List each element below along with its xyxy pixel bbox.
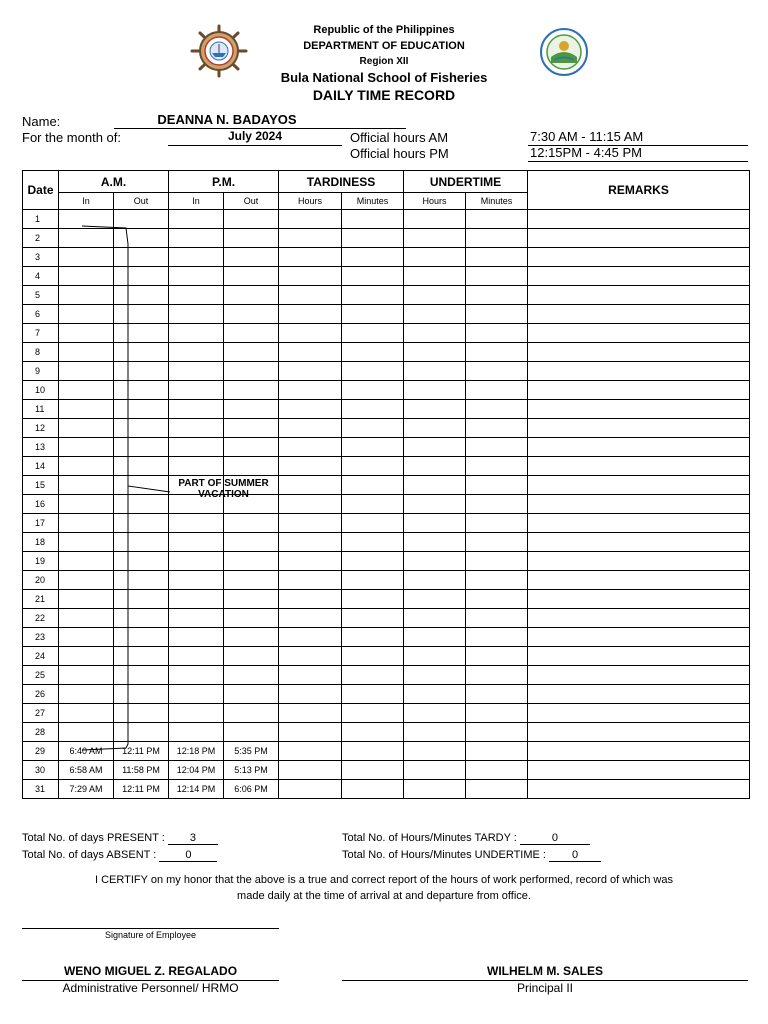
time-pm-out [224, 248, 279, 267]
under-hours-cell [404, 457, 466, 476]
under-minutes-cell [466, 400, 528, 419]
day-number: 21 [23, 590, 59, 609]
remarks-cell [528, 286, 750, 305]
certify-line-1: I CERTIFY on my honor that the above is a true and correct report of the hours of work performed, record of which was [95, 874, 673, 886]
day-number: 23 [23, 628, 59, 647]
tardy-hours-cell [279, 438, 342, 457]
under-minutes-cell [466, 267, 528, 286]
tardy-minutes-cell [342, 267, 404, 286]
under-minutes-cell [466, 286, 528, 305]
official-pm-label: Official hours PM [350, 146, 449, 161]
under-hours-cell [404, 495, 466, 514]
under-minutes-cell [466, 647, 528, 666]
under-hours-cell [404, 685, 466, 704]
day-number: 19 [23, 552, 59, 571]
principal-name: WILHELM M. SALES [487, 964, 603, 978]
tardy-minutes-cell [342, 419, 404, 438]
time-pm-out [224, 457, 279, 476]
time-am-out: 12:11 PM [114, 742, 169, 761]
time-pm-in: 12:04 PM [169, 761, 224, 780]
tardy-minutes-cell [342, 495, 404, 514]
remarks-cell [528, 495, 750, 514]
tardy-hours-cell [279, 248, 342, 267]
day-number: 18 [23, 533, 59, 552]
remarks-cell [528, 571, 750, 590]
tardy-minutes-cell [342, 229, 404, 248]
hrmo-name: WENO MIGUEL Z. REGALADO [63, 964, 238, 978]
tardy-minutes-cell [342, 761, 404, 780]
remarks-cell [528, 552, 750, 571]
tardy-hours-cell [279, 381, 342, 400]
time-pm-out [224, 666, 279, 685]
undertime-label: Total No. of Hours/Minutes UNDERTIME : [342, 849, 546, 861]
remarks-cell [528, 400, 750, 419]
pm-out-header: Out [224, 193, 279, 210]
under-minutes-cell [466, 761, 528, 780]
under-hours-cell [404, 780, 466, 799]
under-hours-cell [404, 647, 466, 666]
day-number: 22 [23, 609, 59, 628]
date-header: Date [23, 171, 59, 210]
tardy-hours-cell [279, 229, 342, 248]
tardy-minutes-cell [342, 590, 404, 609]
under-minutes-cell [466, 742, 528, 761]
day-number: 31 [23, 780, 59, 799]
remarks-header: REMARKS [528, 171, 750, 210]
time-pm-out [224, 552, 279, 571]
present-value: 3 [168, 832, 218, 845]
pm-underline [528, 161, 748, 162]
tardy-minutes-cell [342, 438, 404, 457]
time-pm-out [224, 571, 279, 590]
tardy-hours-cell [279, 343, 342, 362]
remarks-cell [528, 248, 750, 267]
school-name: Bula National School of Fisheries [280, 70, 488, 85]
under-hours-cell [404, 362, 466, 381]
under-minutes-cell [466, 685, 528, 704]
am-header: A.M. [59, 171, 169, 193]
tardy-hours-cell [279, 609, 342, 628]
remarks-cell [528, 685, 750, 704]
day-number: 4 [23, 267, 59, 286]
day-number: 11 [23, 400, 59, 419]
tardy-minutes-cell [342, 457, 404, 476]
day-number: 20 [23, 571, 59, 590]
day-number: 15 [23, 476, 59, 495]
remarks-cell [528, 723, 750, 742]
employee-name: DEANNA N. BADAYOS [157, 112, 297, 127]
tardy-minutes-cell [342, 723, 404, 742]
under-minutes-cell [466, 248, 528, 267]
tardy-hours-cell [279, 495, 342, 514]
under-minutes-cell [466, 419, 528, 438]
official-am-value: 7:30 AM - 11:15 AM [530, 129, 644, 144]
time-pm-in: 12:14 PM [169, 780, 224, 799]
remarks-cell [528, 343, 750, 362]
time-pm-out [224, 400, 279, 419]
under-hours-cell [404, 514, 466, 533]
tardy-hours-cell [279, 761, 342, 780]
day-number: 8 [23, 343, 59, 362]
tardy-minutes-cell [342, 609, 404, 628]
under-hours-cell [404, 305, 466, 324]
tardy-minutes-cell [342, 343, 404, 362]
month-label: For the month of: [22, 130, 121, 145]
day-number: 25 [23, 666, 59, 685]
day-number: 12 [23, 419, 59, 438]
under-minutes-cell [466, 666, 528, 685]
under-hours-cell [404, 210, 466, 229]
tardy-minutes-cell [342, 552, 404, 571]
republic-text: Republic of the Philippines [313, 24, 455, 36]
under-hours-cell [404, 704, 466, 723]
day-number: 24 [23, 647, 59, 666]
pm-in-header: In [169, 193, 224, 210]
tardy-hours-cell [279, 647, 342, 666]
employee-signature-line [22, 928, 279, 929]
tardy-hours-cell [279, 400, 342, 419]
day-number: 27 [23, 704, 59, 723]
time-pm-out [224, 286, 279, 305]
remarks-cell [528, 761, 750, 780]
certify-line-2: made daily at the time of arrival at and departure from office. [237, 890, 531, 902]
tardy-hours-cell [279, 666, 342, 685]
remarks-cell [528, 704, 750, 723]
under-minutes-cell [466, 362, 528, 381]
under-hours-cell [404, 571, 466, 590]
day-number: 30 [23, 761, 59, 780]
under-hours-cell [404, 286, 466, 305]
day-number: 17 [23, 514, 59, 533]
day-number: 26 [23, 685, 59, 704]
remarks-cell [528, 780, 750, 799]
tardy-hours-cell [279, 742, 342, 761]
under-hours-cell [404, 324, 466, 343]
day-number: 2 [23, 229, 59, 248]
present-label: Total No. of days PRESENT : [22, 832, 165, 844]
table-row [23, 761, 750, 780]
undertime-value: 0 [549, 849, 601, 862]
time-pm-out [224, 324, 279, 343]
tardy-hours-cell [279, 476, 342, 495]
official-am-label: Official hours AM [350, 130, 449, 145]
time-pm-out: 5:35 PM [224, 742, 279, 761]
tardy-hours-cell [279, 457, 342, 476]
under-minutes-cell [466, 324, 528, 343]
day-number: 10 [23, 381, 59, 400]
under-hours-cell [404, 400, 466, 419]
tardy-minutes-cell [342, 514, 404, 533]
tardy-minutes-cell [342, 647, 404, 666]
under-hours-cell [404, 742, 466, 761]
under-hours-cell [404, 419, 466, 438]
tardy-minutes-cell [342, 305, 404, 324]
employee-signature-label: Signature of Employee [104, 930, 197, 940]
under-minutes-cell [466, 457, 528, 476]
tardy-minutes-cell [342, 704, 404, 723]
time-am-in: 7:29 AM [59, 780, 114, 799]
under-minutes-cell [466, 780, 528, 799]
tardy-minutes-cell [342, 248, 404, 267]
absent-value: 0 [159, 849, 217, 862]
time-pm-out: 5:13 PM [224, 761, 279, 780]
absent-total [22, 849, 217, 862]
page-title: DAILY TIME RECORD [312, 87, 456, 103]
remarks-cell [528, 419, 750, 438]
pm-header: P.M. [169, 171, 279, 193]
remarks-cell [528, 324, 750, 343]
summer-vacation-note: PART OF SUMMER VACATION [178, 478, 269, 500]
time-pm-out [224, 609, 279, 628]
remarks-cell [528, 210, 750, 229]
under-minutes-cell [466, 609, 528, 628]
remarks-cell [528, 267, 750, 286]
under-hours-cell [404, 533, 466, 552]
under-hours-cell [404, 552, 466, 571]
time-pm-in: 12:18 PM [169, 742, 224, 761]
under-minutes-cell [466, 552, 528, 571]
time-am-out: 12:11 PM [114, 780, 169, 799]
am-in-header: In [59, 193, 114, 210]
time-pm-out [224, 267, 279, 286]
tardy-minutes-header: Minutes [342, 193, 404, 210]
remarks-cell [528, 457, 750, 476]
tardy-hours-cell [279, 419, 342, 438]
time-pm-out [224, 362, 279, 381]
table-row [23, 780, 750, 799]
tardy-minutes-cell [342, 571, 404, 590]
undertime-header: UNDERTIME [404, 171, 528, 193]
tardy-hours-cell [279, 305, 342, 324]
remarks-cell [528, 609, 750, 628]
under-minutes-cell [466, 533, 528, 552]
hrmo-title: Administrative Personnel/ HRMO [62, 981, 239, 995]
month-underline [168, 145, 342, 146]
tardy-hours-cell [279, 571, 342, 590]
day-number: 28 [23, 723, 59, 742]
under-hours-cell [404, 381, 466, 400]
tardy-hours-header: Hours [279, 193, 342, 210]
time-pm-out [224, 514, 279, 533]
tardy-minutes-cell [342, 286, 404, 305]
under-hours-cell [404, 590, 466, 609]
tardy-hours-cell [279, 552, 342, 571]
time-am-in: 6:40 AM [59, 742, 114, 761]
time-pm-out [224, 628, 279, 647]
am-out-header: Out [114, 193, 169, 210]
time-pm-out: 6:06 PM [224, 780, 279, 799]
time-am-out: 11:58 PM [114, 761, 169, 780]
time-pm-out [224, 343, 279, 362]
under-minutes-cell [466, 381, 528, 400]
undertime-total [342, 849, 601, 862]
remarks-cell [528, 590, 750, 609]
tardy-hours-cell [279, 780, 342, 799]
day-number: 1 [23, 210, 59, 229]
under-hours-cell [404, 609, 466, 628]
remarks-cell [528, 438, 750, 457]
day-number: 9 [23, 362, 59, 381]
remarks-cell [528, 742, 750, 761]
under-minutes-cell [466, 590, 528, 609]
day-number: 13 [23, 438, 59, 457]
time-pm-out [224, 438, 279, 457]
time-pm-out [224, 533, 279, 552]
tardy-hours-cell [279, 723, 342, 742]
under-minutes-cell [466, 438, 528, 457]
remarks-cell [528, 514, 750, 533]
under-minutes-header: Minutes [466, 193, 528, 210]
tardy-hours-cell [279, 210, 342, 229]
tardy-minutes-cell [342, 780, 404, 799]
tardy-minutes-cell [342, 381, 404, 400]
under-minutes-cell [466, 571, 528, 590]
tardy-hours-cell [279, 590, 342, 609]
day-number: 6 [23, 305, 59, 324]
under-hours-cell [404, 761, 466, 780]
under-minutes-cell [466, 343, 528, 362]
tardy-hours-cell [279, 324, 342, 343]
day-number: 16 [23, 495, 59, 514]
tardy-minutes-cell [342, 685, 404, 704]
under-hours-cell [404, 343, 466, 362]
under-minutes-cell [466, 210, 528, 229]
under-minutes-cell [466, 476, 528, 495]
absent-label: Total No. of days ABSENT : [22, 849, 157, 861]
day-number: 3 [23, 248, 59, 267]
region-text: Region XII [359, 56, 409, 67]
tardy-label: Total No. of Hours/Minutes TARDY : [342, 832, 517, 844]
principal-title: Principal II [516, 981, 574, 995]
under-minutes-cell [466, 704, 528, 723]
tardy-hours-cell [279, 286, 342, 305]
time-pm-out [224, 210, 279, 229]
month-value: July 2024 [227, 129, 283, 143]
remarks-cell [528, 533, 750, 552]
day-number: 29 [23, 742, 59, 761]
tardy-value: 0 [520, 832, 590, 845]
tardy-hours-cell [279, 533, 342, 552]
remarks-cell [528, 229, 750, 248]
under-minutes-cell [466, 723, 528, 742]
summer-vacation-bracket [80, 224, 180, 754]
under-hours-cell [404, 628, 466, 647]
tardy-total [342, 832, 590, 845]
under-minutes-cell [466, 229, 528, 248]
tardy-hours-cell [279, 514, 342, 533]
time-pm-out [224, 704, 279, 723]
day-number: 14 [23, 457, 59, 476]
remarks-cell [528, 476, 750, 495]
remarks-cell [528, 305, 750, 324]
under-hours-cell [404, 438, 466, 457]
tardy-minutes-cell [342, 324, 404, 343]
under-minutes-cell [466, 628, 528, 647]
tardy-minutes-cell [342, 742, 404, 761]
time-pm-out [224, 305, 279, 324]
under-hours-cell [404, 666, 466, 685]
under-hours-cell [404, 476, 466, 495]
under-minutes-cell [466, 305, 528, 324]
tardy-minutes-cell [342, 362, 404, 381]
remarks-cell [528, 666, 750, 685]
under-hours-cell [404, 267, 466, 286]
under-hours-cell [404, 723, 466, 742]
time-pm-out [224, 229, 279, 248]
day-number: 7 [23, 324, 59, 343]
tardy-minutes-cell [342, 210, 404, 229]
name-label: Name: [22, 114, 61, 129]
remarks-cell [528, 381, 750, 400]
under-hours-header: Hours [404, 193, 466, 210]
time-am-in: 6:58 AM [59, 761, 114, 780]
tardy-hours-cell [279, 267, 342, 286]
time-pm-out [224, 419, 279, 438]
remarks-cell [528, 647, 750, 666]
tardy-hours-cell [279, 628, 342, 647]
remarks-cell [528, 628, 750, 647]
present-total [22, 832, 218, 845]
time-pm-out [224, 381, 279, 400]
under-hours-cell [404, 229, 466, 248]
tardy-hours-cell [279, 704, 342, 723]
under-hours-cell [404, 248, 466, 267]
tardy-minutes-cell [342, 476, 404, 495]
time-pm-out [224, 647, 279, 666]
remarks-cell [528, 362, 750, 381]
time-pm-out [224, 723, 279, 742]
tardy-minutes-cell [342, 400, 404, 419]
tardy-minutes-cell [342, 628, 404, 647]
tardy-hours-cell [279, 362, 342, 381]
tardy-minutes-cell [342, 666, 404, 685]
under-minutes-cell [466, 495, 528, 514]
department-text: DEPARTMENT OF EDUCATION [303, 40, 465, 52]
time-pm-out [224, 685, 279, 704]
tardy-hours-cell [279, 685, 342, 704]
official-pm-value: 12:15PM - 4:45 PM [530, 145, 642, 160]
time-pm-out [224, 590, 279, 609]
day-number: 5 [23, 286, 59, 305]
under-minutes-cell [466, 514, 528, 533]
tardiness-header: TARDINESS [279, 171, 404, 193]
tardy-minutes-cell [342, 533, 404, 552]
